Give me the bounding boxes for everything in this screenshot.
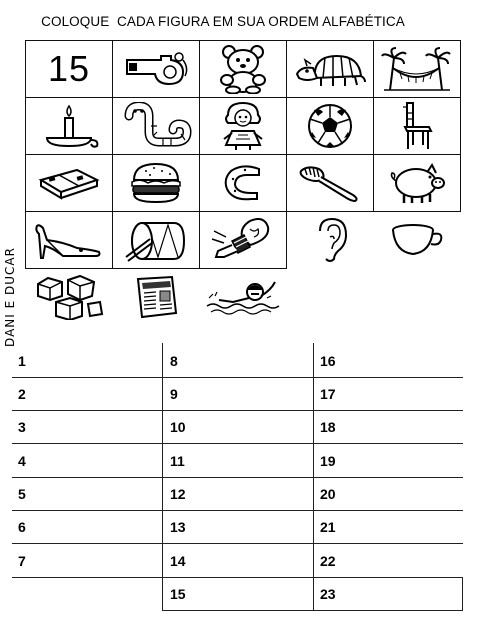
answer-number: 8 (170, 353, 178, 369)
answer-number: 17 (320, 386, 336, 402)
answer-number: 7 (18, 553, 26, 569)
answer-number: 14 (170, 553, 186, 569)
answer-number: 3 (18, 419, 26, 435)
author-signature-text: DANI E DUCAR (3, 247, 17, 347)
answer-number: 19 (320, 453, 336, 469)
answer-number: 11 (170, 453, 185, 469)
answer-number: 10 (170, 419, 186, 435)
answer-number: 9 (170, 386, 178, 402)
answer-number: 18 (320, 419, 336, 435)
answer-number: 4 (18, 453, 26, 469)
answer-number: 2 (18, 386, 26, 402)
worksheet-title: COLOQUE CADA FIGURA EM SUA ORDEM ALFABÉTICA (41, 14, 405, 29)
answer-number: 1 (18, 353, 26, 369)
answer-number: 16 (320, 353, 336, 369)
answer-number: 23 (320, 586, 336, 602)
answer-number: 20 (320, 486, 336, 502)
answer-number: 15 (170, 586, 186, 602)
number-fifteen: 15 (47, 48, 91, 89)
answer-number: 6 (18, 519, 26, 535)
answer-number: 22 (320, 553, 336, 569)
answer-number: 12 (170, 486, 186, 502)
answer-number: 21 (320, 519, 336, 535)
answer-number: 5 (18, 486, 26, 502)
answer-number: 13 (170, 519, 186, 535)
